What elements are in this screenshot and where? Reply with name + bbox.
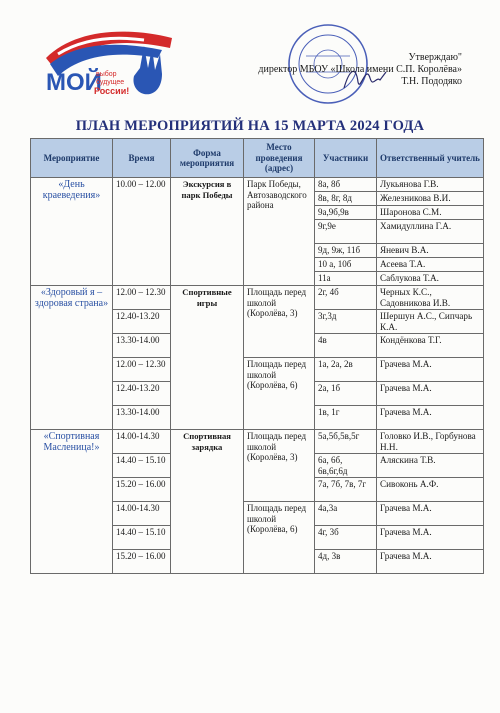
place-cell: Площадь перед школой (Королёва, 3) (244, 286, 315, 358)
svg-text:выбор: выбор (96, 71, 117, 78)
svg-text:будущее: будущее (96, 79, 125, 86)
teacher-cell: Грачева М.А. (377, 406, 484, 430)
teacher-cell: Головко И.В., Горбунова Н.Н. (377, 430, 484, 454)
teacher-cell: Железникова В.И. (377, 192, 484, 206)
participants-cell: 6а, 6б, 6в,6г,6д (315, 454, 377, 478)
table-row (31, 178, 484, 192)
approval-line-1: Утверждаю" (408, 52, 462, 63)
teacher-cell: Лукьянова Г.В. (377, 178, 484, 192)
time-cell: 15.20 – 16.00 (113, 550, 171, 574)
teacher-cell: Черных К.С., Садовникова И.В. (377, 286, 484, 310)
teacher-cell: Грачева М.А. (377, 550, 484, 574)
participants-cell: 2а, 1б (315, 382, 377, 406)
place-cell: Площадь перед школой (Королёва, 3) (244, 430, 315, 502)
approval-line-2: директор МБОУ «Школа имени С.П. Королёва» (258, 64, 462, 75)
header-participants: Участники (315, 139, 377, 178)
table-header-row (31, 139, 484, 178)
form-cell: Спортивная зарядка (171, 430, 244, 574)
teacher-cell: Грачева М.А. (377, 382, 484, 406)
teacher-cell: Грачева М.А. (377, 358, 484, 382)
participants-cell: 4а,3а (315, 502, 377, 526)
approval-line-3: Т.Н. Пододяко (401, 76, 462, 87)
time-cell: 13.30-14.00 (113, 406, 171, 430)
participants-cell: 9а,9б,9в (315, 206, 377, 220)
header-event: Мероприятие (31, 139, 113, 178)
teacher-cell: Яневич В.А. (377, 244, 484, 258)
header-teacher: Ответственный учитель (377, 139, 484, 178)
table-row (31, 286, 484, 310)
teacher-cell: Шершун А.С., Сипчарь К.А. (377, 310, 484, 334)
place-cell: Парк Победы, Автозаводского района (244, 178, 315, 286)
svg-text:России!: России! (94, 86, 130, 96)
svg-text:МОЙ: МОЙ (46, 69, 102, 96)
events-table (30, 138, 484, 574)
form-cell: Спортивные игры (171, 286, 244, 430)
participants-cell: 8а, 8б (315, 178, 377, 192)
participants-cell: 8в, 8г, 8д (315, 192, 377, 206)
time-cell: 12.40-13.20 (113, 310, 171, 334)
event-cell: «Спортивная Масленица!» (31, 430, 113, 574)
event-cell: «Здоровый я – здоровая страна» (31, 286, 113, 430)
time-cell: 14.00-14.30 (113, 430, 171, 454)
participants-cell: 5а,5б,5в,5г (315, 430, 377, 454)
time-cell: 14.40 – 15.10 (113, 526, 171, 550)
participants-cell: 1а, 2а, 2в (315, 358, 377, 382)
time-cell: 12.40-13.20 (113, 382, 171, 406)
participants-cell: 3г,3д (315, 310, 377, 334)
place-cell: Площадь перед школой (Королёва, 6) (244, 358, 315, 430)
participants-cell: 2г, 4б (315, 286, 377, 310)
header-form: Форма мероприятия (171, 139, 244, 178)
header-time: Время (113, 139, 171, 178)
time-cell: 15.20 – 16.00 (113, 478, 171, 502)
time-cell: 12.00 – 12.30 (113, 358, 171, 382)
participants-cell: 9д, 9ж, 11б (315, 244, 377, 258)
participants-cell: 11а (315, 272, 377, 286)
place-cell: Площадь перед школой (Королёва, 6) (244, 502, 315, 574)
teacher-cell: Хамидуллина Г.А. (377, 220, 484, 244)
page-title: ПЛАН МЕРОПРИЯТИЙ НА 15 МАРТА 2024 ГОДА (75, 118, 425, 134)
teacher-cell: Грачева М.А. (377, 526, 484, 550)
time-cell: 14.00-14.30 (113, 502, 171, 526)
time-cell: 14.40 – 15.10 (113, 454, 171, 478)
event-cell: «День краеведения» (31, 178, 113, 286)
teacher-cell: Асеева Т.А. (377, 258, 484, 272)
teacher-cell: Кондёнкова Т.Г. (377, 334, 484, 358)
teacher-cell: Саблукова Т.А. (377, 272, 484, 286)
approval-block (258, 52, 462, 88)
table-row (31, 430, 484, 454)
participants-cell: 7а, 7б, 7в, 7г (315, 478, 377, 502)
participants-cell: 10 а, 10б (315, 258, 377, 272)
moi-vybor-logo (44, 28, 179, 106)
teacher-cell: Аляскина Т.В. (377, 454, 484, 478)
participants-cell: 4д, 3в (315, 550, 377, 574)
teacher-cell: Грачева М.А. (377, 502, 484, 526)
participants-cell: 4в (315, 334, 377, 358)
participants-cell: 4г, 3б (315, 526, 377, 550)
time-cell: 13.30-14.00 (113, 334, 171, 358)
participants-cell: 1в, 1г (315, 406, 377, 430)
teacher-cell: Шаронова С.М. (377, 206, 484, 220)
form-cell: Экскурсия в парк Победы (171, 178, 244, 286)
time-cell: 12.00 – 12.30 (113, 286, 171, 310)
participants-cell: 9г,9е (315, 220, 377, 244)
teacher-cell: Сивоконь А.Ф. (377, 478, 484, 502)
header-place: Место проведения (адрес) (244, 139, 315, 178)
time-cell: 10.00 – 12.00 (113, 178, 171, 286)
